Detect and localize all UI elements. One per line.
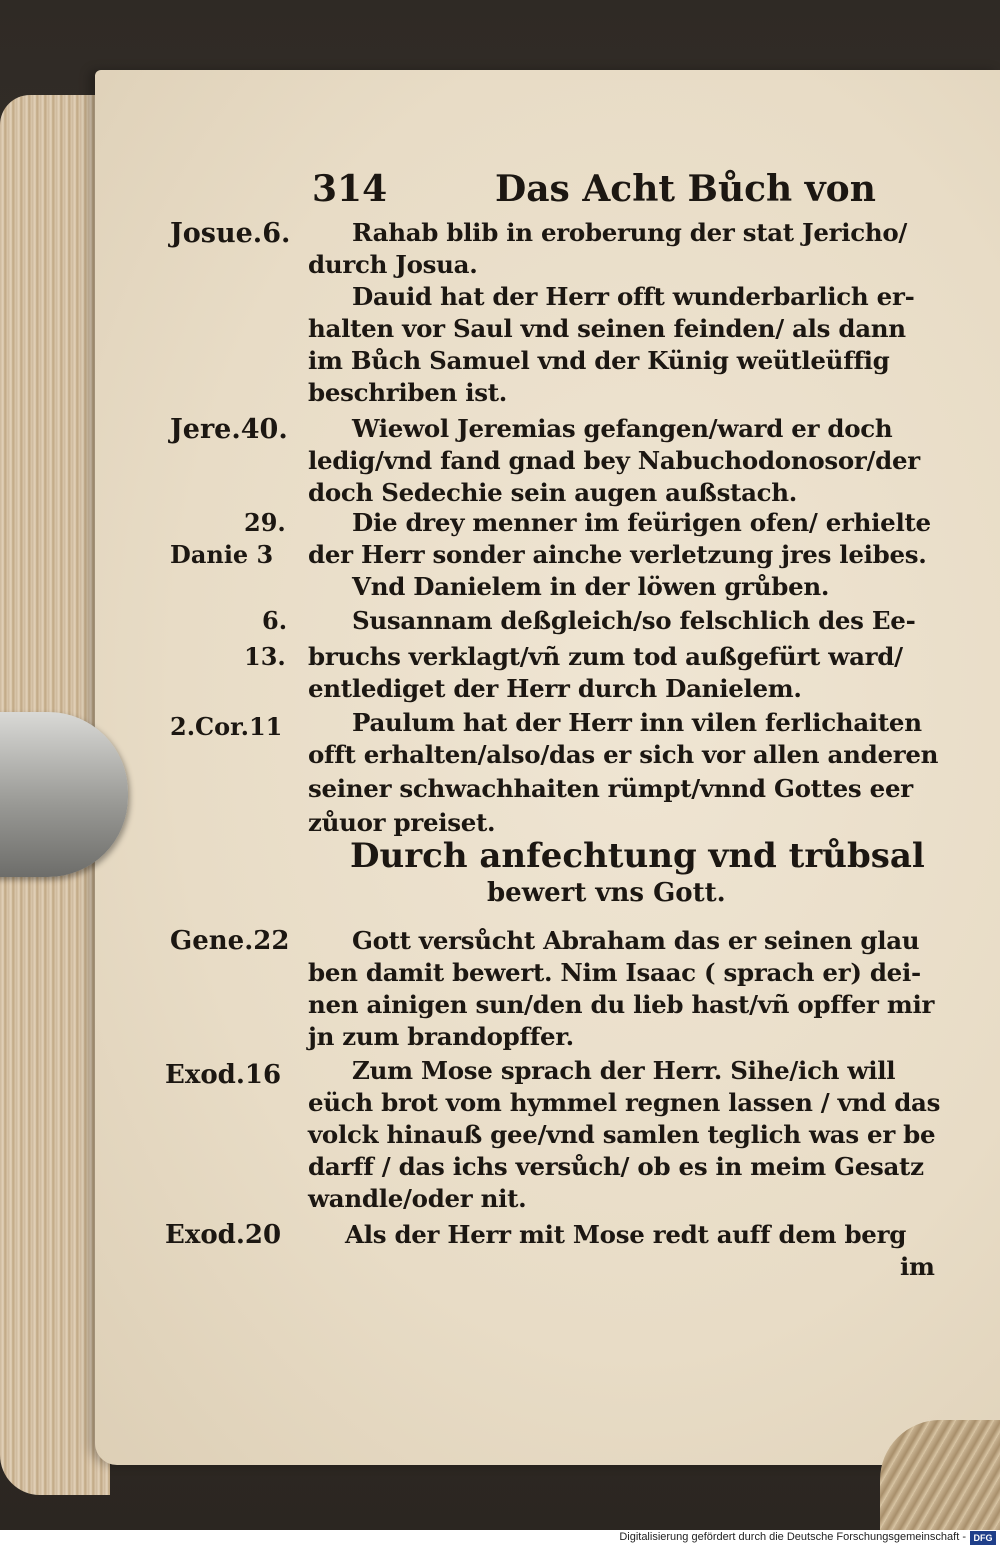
book-spine-corner [880,1420,1000,1530]
catchword: im [900,1252,935,1281]
text-line: Zum Mose sprach der Herr. Sihe/ich will [352,1056,896,1085]
text-line: Rahab blib in eroberung der stat Jericho/ [352,218,908,247]
margin-note: 13. [244,642,286,671]
text-line: entlediget der Herr durch Danielem. [308,674,802,703]
text-line: seiner schwachhaiten rümpt/vnnd Gottes eer [308,774,913,803]
text-line: volck hinauß gee/vnd samlen teglich was er be [308,1120,936,1149]
text-line: ledig/vnd fand gnad bey Nabuchodonosor/der [308,446,920,475]
running-head: Das Acht Bůch von [495,168,876,210]
margin-note: Jere.40. [170,414,288,445]
text-line: Als der Herr mit Mose redt auff dem berg [345,1220,907,1249]
page-number: 314 [312,168,388,210]
text-line: Paulum hat der Herr inn vilen ferlichaiten [352,708,922,737]
section-subheading: bewert vns Gott. [487,878,726,908]
margin-note: Gene.22 [170,926,290,956]
text-line: doch Sedechie sein augen außstach. [308,478,798,507]
text-line: Susannam deßgleich/so felschlich des Ee- [352,606,916,635]
text-line: nen ainigen sun/den du lieb hast/vñ opffer mir [308,990,935,1019]
dfg-logo: DFG [970,1531,996,1545]
text-line: bruchs verklagt/vñ zum tod außgefürt ward/ [308,642,903,671]
text-line: zůuor preiset. [308,808,496,837]
text-line: halten vor Saul vnd seinen feinden/ als dann [308,314,906,343]
margin-note: Josue.6. [170,218,291,249]
text-line: wandle/oder nit. [308,1184,527,1213]
margin-note: 6. [262,606,288,635]
text-line: Dauid hat der Herr offt wunderbarlich er- [352,282,915,311]
text-line: beschriben ist. [308,378,507,407]
margin-note: Danie 3 [170,540,274,569]
text-line: darff / das ichs versůch/ ob es in meim Gesatz [308,1152,924,1181]
text-line: durch Josua. [308,250,478,279]
text-line: Vnd Danielem in der löwen grůben. [352,572,830,601]
text-line: offt erhalten/also/das er sich vor allen anderen [308,740,939,769]
text-line: Wiewol Jeremias gefangen/ward er doch [352,414,893,443]
margin-note: 2.Cor.11 [170,712,283,741]
text-line: der Herr sonder ainche verletzung jres leibes. [308,540,927,569]
margin-note: 29. [244,508,286,537]
section-heading: Durch anfechtung vnd trůbsal [350,836,925,876]
text-line: eüch brot vom hymmel regnen lassen / vnd das [308,1088,941,1117]
text-line: Die drey menner im feürigen ofen/ erhielte [352,508,931,537]
text-line: jn zum brandopffer. [308,1022,574,1051]
margin-note: Exod.16 [165,1060,282,1090]
text-line: im Bůch Samuel vnd der Künig weütleüffig [308,346,890,375]
margin-note: Exod.20 [165,1220,282,1250]
funding-credit: Digitalisierung gefördert durch die Deutsche Forschungsgemeinschaft - [619,1531,966,1543]
text-line: Gott versůcht Abraham das er seinen glau [352,926,920,955]
text-line: ben damit bewert. Nim Isaac ( sprach er) dei- [308,958,921,987]
